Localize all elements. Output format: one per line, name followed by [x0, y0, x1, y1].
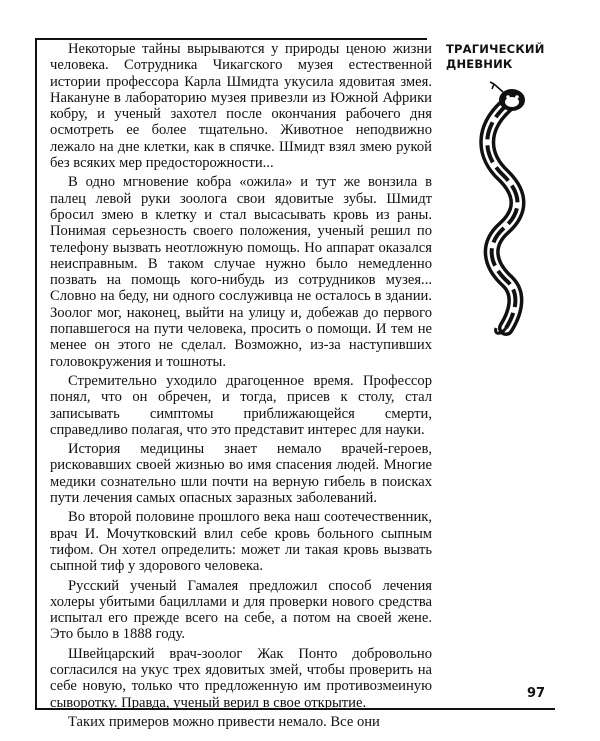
- paragraph: Во второй половине прошлого века наш соотечественник, врач И. Мочутковский влил себе кровь больного сыпным тифом. Он хотел определить: может ли такая кровь вызвать сыпной тиф у здорового человека.: [50, 509, 432, 575]
- paragraph: Швейцарский врач-зоолог Жак Понто добровольно согласился на укус трех ядовитых змей, чтобы проверить на себе новую, только что предложенную им противозмеиную сыворотку. Правда, ученый верил в свое открытие.: [50, 645, 432, 711]
- paragraph: Некоторые тайны вырываются у природы ценою жизни человека. Сотрудника Чикагского музея естественной истории профессора Карла Шмидта укусила ядовитая змея. Накануне в лабораторию музея привезли из Южной Африки кобру, и ученый захотел после окончания рабочего дня осмотреть ее более тщательно. Животное неподвижно лежало на дне клетки, как в спячке. Шмидт взял змею рукой без всяких мер предосторожности...: [50, 41, 432, 172]
- paragraph: В одно мгновение кобра «ожила» и тут же вонзила в палец левой руки зоолога свои ядовитые зубы. Шмидт бросил змею в клетку и стал высасывать кровь из раны. Понимая серьезность своего положения, ученый решил по телефону вызвать неотложную помощь. Но аппарат оказался неисправным. В таком случае нужно было немедленно позвать на помощь кого-нибудь из сотрудников музея... Словно на беду, ни одного сослуживца не осталось в здании. Зоолог мог, наконец, выйти на улицу и, добежав до первого попавшегося на пути человека, просить о помощи. И тем не менее он этого не сделал. Возможно, из-за наступивших головокружения и тошноты.: [50, 174, 432, 370]
- section-title: ТРАГИЧЕСКИЙ ДНЕВНИК: [446, 42, 545, 71]
- paragraph: История медицины знает немало врачей-героев, рисковавших своей жизнью во имя спасения людей. Многие медики сознательно шли почти на верную гибель в поисках пути лечения самых опасных заразных заболеваний.: [50, 441, 432, 507]
- frame-top-rule: [35, 38, 427, 40]
- paragraph: Русский ученый Гамалея предложил способ лечения холеры убитыми бациллами и для проверки нового средства испытал его прежде всего на себе, а потом на своей жене. Это было в 1888 году.: [50, 577, 432, 643]
- paragraph: Стремительно уходило драгоценное время. Профессор понял, что он обречен, и тогда, присев к столу, стал записывать симптомы приближающейся смерти, справедливо полагая, что это представит интерес для науки.: [50, 372, 432, 438]
- snake-icon: [470, 78, 560, 340]
- body-text-column: [50, 41, 432, 730]
- page-number: 97: [527, 686, 546, 701]
- frame-left-rule: [35, 38, 37, 710]
- paragraph: Таких примеров можно привести немало. Все они: [68, 713, 380, 730]
